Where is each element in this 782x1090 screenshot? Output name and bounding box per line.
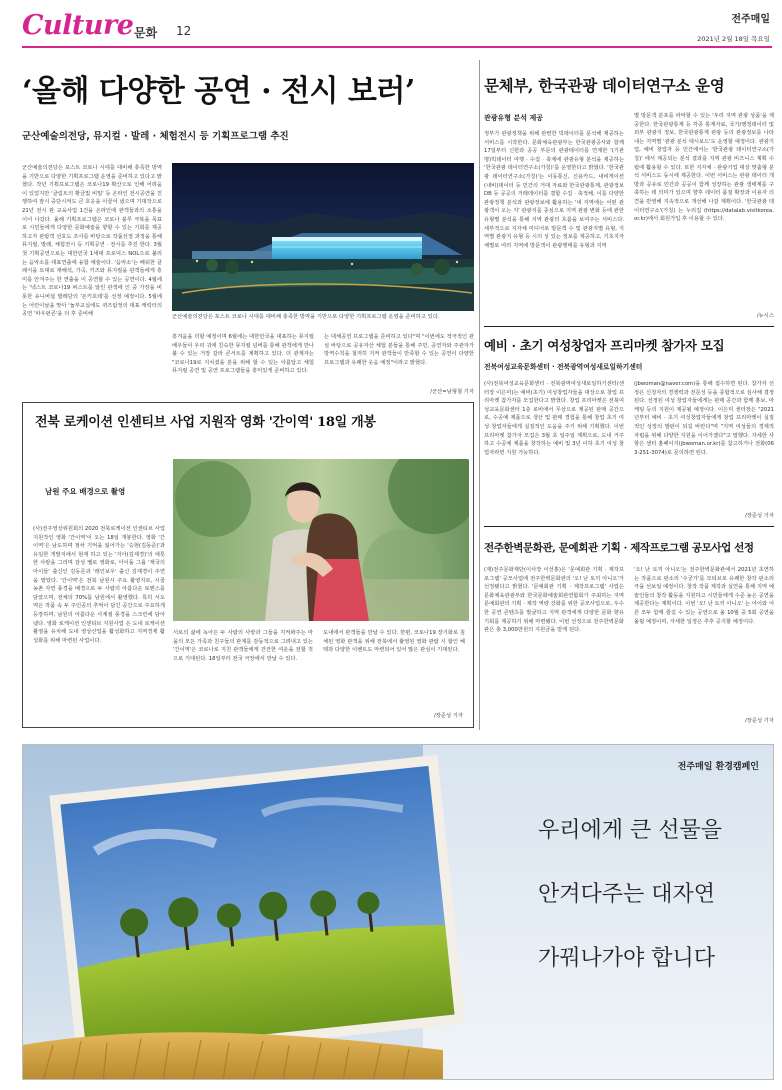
byline: /군산=남형철 기자 xyxy=(430,389,474,395)
byline: /장준성 기자 xyxy=(433,713,463,719)
body-column-2: 별 방문객 분포를 파악할 수 있는 '우리 지역 관광 상품'을 제공한다. 한국관광통계 등 각종 통계자료, 국가/행정데이터 및 외부 관광지 정보, 한국관광통계 관광 등의 관광정보를 나타내는 지역별 '관광 분석 대시보드'도 운영할 예정이다. 관광기업, 예비 창업자 등 민간에서는 '한국관광 데이터연구소(가칭)' 에서 제공되는 분석 결과를 지역 관광 비즈니스 계획 수립에 활용할 수 있다. 또한 지자체 · 관광기업 대상 맞춤형 분석 서비스도 동시에 제공한다. 이번 서비스는 관광 데이터 개방과 공유로 민간과 공공이 함께 성장하는 관광 생태계를 구축하는 데 의미가 있으며 향후 데이터 품질 확장과 이용자 의견을 반영해 지속적으로 개선해 나갈 계획이다. '한국관광 데이터연구소'(가칭) 는 누리집 (https://datalab.visitkorea.or.kr)에서 회원가입 후 이용할 수 있다. xyxy=(634,113,774,223)
body-column-1: (사)전북여성교육문화센터 · 전북광역여성새로일하기센터(센터장 이은미)는 예비(초기) 여성창업자들을 대상으로 창업 프리마켓 참가자를 모집한다고 밝혔다. 창업 프리마켓은 전북여성교육문화센터 1층 로비에서 무상으로 제공된 판매 공간으로, 수공예 제품으로 생산 및 판매 경험을 통해 창업 초기 여성 창업자들에게 실질적인 도움을 주기 위해 기획했다. 이번 프리마켓 참가자 모집은 3월 초 일주일 계획으로, 도내 거주하고 수공예 제품을 창작하는 예비 및 3년 이하 초기 여성 창업자라면 지원 가능하다. xyxy=(484,381,624,456)
section-title-ko: 문화 xyxy=(134,26,158,40)
page-number: 12 xyxy=(176,24,192,38)
body-column-1: (재)전주문화재단(이사장 이선홍)은 '문예회관 기획 · 제작프로그램' 공모사업에 전주한벽문화관의 '오! 난 토끼 아니오'가 선정됐다고 밝혔다. '문예회관 기획 · 제작프로그램' 사업은 문화체육관광부와 한국문화예술회관연합회가 주최하는 지역 문예회관의 기획 · 제작 역량 강화를 위한 공모사업으로, 우수한 공연 콘텐츠를 발굴하고 지역 관객에게 다양한 문화 향유 기회를 제공하기 위해 마련됐다. 이번 선정으로 전주한벽문화관은 총 3,000만원의 지원금을 받게 된다. xyxy=(484,567,624,634)
subhead: 남원 주요 배경으로 촬영 xyxy=(45,487,126,496)
issue-date: 2021년 2월 18일 목요일 xyxy=(697,35,770,43)
body-column-3: 는 대체공연 프로그램을 준비하고 있다"며 "이번에도 적극적인 관심 바탕으로 공유자산 체험 분들을 통해 주민, 공연자와 주관자가 방역수칙을 철저히 지켜 관객들이 만족할 수 있는 공연이 다양한 프로그램과 유쾌한 웃음 예정"이라고 밝혔다. xyxy=(324,334,474,366)
article-gunsan-arts xyxy=(22,56,474,401)
section-title-en: Culture xyxy=(22,10,134,41)
body-column-2: '오! 난 토끼 아니오'는 전주한벽문화관에서 2021년 초연하는 작품으로 판소리 '수궁가'를 모티브로 유쾌한 창작 판소리극을 선보일 예정이다. 창작 작품 제작과 실연을 통해 지역 예술인들의 창작 활동을 지원하고 시민들에게 수준 높은 공연을 제공한다는 계획이다. 이번 '오! 난 토끼 아니오' 는 아이와 어른 모두 함께 즐길 수 있는 공연으로 올 10월 중 5회 공연을 올릴 예정이며, 자세한 일정은 추후 공지할 예정이다. xyxy=(634,567,774,625)
byline: /장준성 기자 xyxy=(744,513,774,519)
campaign-line-2: 안겨다주는 대자연 xyxy=(538,882,716,907)
body-column-2: (jbwoman@naver.com)을 통해 접수하면 된다. 참가자 선정은 신청자의 경쟁력과 전문성 등을 종합적으로 심사해 결정된다. 선정된 여성 창업자들에게는 판매 공간과 함께 홍보, 마케팅 등의 지원이 제공될 예정이다. 이은미 센터장은 "2021년부터 예비 · 초기 여성창업자들에게 창업 프리마켓이 실질적인 성장의 발판이 되길 바란다"며 "지역 여성들의 경제적 자립을 위해 다양한 지원을 이어가겠다"고 말했다. 자세한 사항은 센터 홈페이지(jbwoman.or.kr)를 참고하거나 전화(063-251-3074)로 문의하면 된다. xyxy=(634,381,774,456)
byline: /장준성 기자 xyxy=(744,718,774,724)
headline: 전북 로케이션 인센티브 사업 지원작 영화 '간이역' 18일 개봉 xyxy=(35,415,376,430)
byline: /뉴시스 xyxy=(756,313,774,319)
article-station-movie xyxy=(22,402,474,728)
subhead: 군산예술의전당, 뮤지컬 · 발레 · 체험전시 등 기획프로그램 추진 xyxy=(22,131,289,142)
photo-caption: 군산예술의전당은 포스트 코로나 시대를 대비해 충족한 방역을 기반으로 다양한 기획프로그램 운영을 준비하고 있다. xyxy=(172,314,440,320)
article-hanbyeok-culture xyxy=(484,528,774,728)
section-divider xyxy=(484,526,774,527)
section-divider xyxy=(484,326,774,327)
masthead xyxy=(0,0,782,52)
headline: 전주한벽문화관, 문예회관 기획 · 제작프로그램 공모사업 선정 xyxy=(484,542,754,554)
body-column-1: (사)전주영상위원회의 2020 전북로케이션 인센티브 사업 지원작인 영화 '간이역'이 오는 18일 개봉한다. 영화 '간이역'은 남도하며 점차 기억을 잃어가는 '승현(김동준)'과 유일한 개발지에서 현재 하고 있는 '지아(김재경)'의 애틋한 사랑을 그리며 감성 멜로 영화로, 아이돌 그룹 '제국의 아이들' 출신인 김동준과 '레인보우' 출신 김재경이 주연을 맡았다. '간이역'은 전북 남원시 주요 촬영지로, 시골 농촌 자연 풍경을 배경으로 두 사람의 아름다운 로맨스를 담았으며, 전체의 70%를 남원에서 촬영했다. 특히 서도역은 작품 속 두 주인공의 추억이 담긴 공간으로 주요하게 등장하며, 남원의 아름다운 사계절 풍경을 스크린에 담아냈다. 영화 로케이션 인센티브 지원사업 은 도내 로케이션 촬영을 유치해 도내 영상산업을 활성화하고 지역경제 활성화를 위해 마련된 사업이다. xyxy=(33,526,165,644)
campaign-label: 전주매일 환경캠페인 xyxy=(677,762,759,772)
column-rule xyxy=(479,60,480,730)
subhead: 관광유형 분석 제공 xyxy=(484,114,543,122)
paper-name: 전주매일 xyxy=(731,14,770,25)
subhead: 전북여성교육문화센터 · 전북광역여성새로일하기센터 xyxy=(484,363,643,371)
masthead-underline xyxy=(22,46,772,48)
article-women-startups xyxy=(484,328,774,522)
body-column-3: 도내에서 관객들을 만날 수 있다. 한편, 코로나19 장기화로 침체된 영화 관객을 위해 전북에서 촬영된 영화 관람 시 할인 혜택과 다양한 이벤트도 마련되어 있어 많은 관심이 기대된다. xyxy=(323,630,465,654)
environment-campaign-ad xyxy=(22,744,774,1080)
photo-arts-center xyxy=(172,163,474,311)
headline: 문체부, 한국관광 데이터연구소 운영 xyxy=(484,76,725,95)
body-column-2: 서로의 삶에 녹아든 두 사람의 사랑과 그들을 지켜봐주는 마을의 모든 가족과 친구들의 관계를 감동적으로 그려내고 있는 '간이역'은 코로나로 지친 관객들에게 잔잔한 여운을 전할 것으로 기대된다. 18일부터 전국 극장에서 만날 수 있다. xyxy=(173,630,313,662)
headline: ‘올해 다양한 공연 · 전시 보러’ xyxy=(22,74,415,109)
photo-movie-still xyxy=(173,459,469,621)
body-column-1: 군산예술의전당은 포스트 코로나 시대를 대비해 충족한 방역을 기반으로 다양한 기획프로그램 운영을 준비하고 있다고 밝혔다. 작년 기획프로그램은 코로나19 확산으로 인해 어려움이 있었지만 '클림트의 황금빛 비밀' 등 온라인 전시공연을 진행하여 잠시 중단시켜도 큰 호응을 이끌어 냈으며 기대작으로 21년 전시 관 교육사업 1건을 온라인에 관객들과의 소통을 이어 나갔다. 올해 기획프로그램은 코로나 블루 극복을 목표로 시민들에게 다양한 문화예술을 향할 수 있는 기회를 제공하고자 관람객 선호도 조사를 바탕으로 작품선정 과정을 통해 뮤지컬, 발레, 체험전시 등 기획공연 · 전시를 추진 한다. 3월 첫 기획공연으로는 대한민국 1세대 프로덕스 NOL으로 불리는 음악소를 대표연출에 융합 예술이다. '음악소'는 배워한 클래식을 토대로 재해석, 가곡, 키즈와 뮤지컬을 관객들에게 흥미를 안겨주는 한 연출을 이 공연할 수 있는 공연이다. 4월에는 '넥스트 코로나19 퍼스트를 알린 관객에 인 중 가장을 비롯한 유니버셜 발레단의 '돈키호테'를 선정 예정이다. 5월에는 어린이날을 맞아 '놀부교실에도 퀴즈탐정의 대표 캐릭터의 공연 '파우펀콘'을 더 후 준비해 xyxy=(22,165,162,318)
campaign-line-3: 가꿔나가야 합니다 xyxy=(538,946,716,971)
campaign-line-1: 우리에게 큰 선물을 xyxy=(538,818,723,843)
article-tourism-data xyxy=(484,56,774,324)
body-column-2: 흥겨움을 더할 예정이며 6월에는 대한민국을 대표하는 뮤지컬 배우들이 우리 귀에 친숙한 뮤지컬 넘버를 통해 관객에게 만나 볼 수 있는 거장 갈라 콘서트를 계획하고 있다. 더 관계자는 "코로나19로 지치셨을 분을 위해 할 수 있는 아름답고 체험 뮤지컬 공연 및 공연 프로그램들을 흥미있게 준비하고 있다. xyxy=(172,334,314,375)
headline: 예비 · 초기 여성창업자 프리마켓 참가자 모집 xyxy=(484,338,725,353)
body-column-1: 정부가 관광정책을 위해 관련한 빅데이터를 문석해 제공하는 서비스를 시작한다. 문화체육관광부는 한국관광공사와 함께 17일부터 신한과 공공 부문의 관광데이터를 연계한 '(기관명)빅데이터 여행 · 수집 · 축제에 관광유형 분석을 제공하는 '한국관광 데이터연구소(가칭)'를 운영한다고 밝혔다. '한국관광 데이터연구소(가칭)'는 이동통신, 신용카드, 내비게이션(내비)데이터 등 민간의 거대 자료와 한국관광통계, 관광정보DB 등 공공의 거래데이터를 결합 수집 · 축적해, 이를 다양한 관광정책 분석과 관광정보에 활용하는 '내 지역에는 어떤 관광객이 오는 지' 관광지를 중심으로 지역 관광 변화 등에 관한 유형별 분석을 통해 지역 관광의 흐름을 보여주는 서비스다. 세부적으로 지자체 미디어로 방문객 수 및 관광지별 유형, 지역별 관광지 유형 등 시의 성 있는 정보를 제공하고, 기초지자체별로 여러 지역에 방문객이 관광행태를 유형과 지역 xyxy=(484,131,624,249)
